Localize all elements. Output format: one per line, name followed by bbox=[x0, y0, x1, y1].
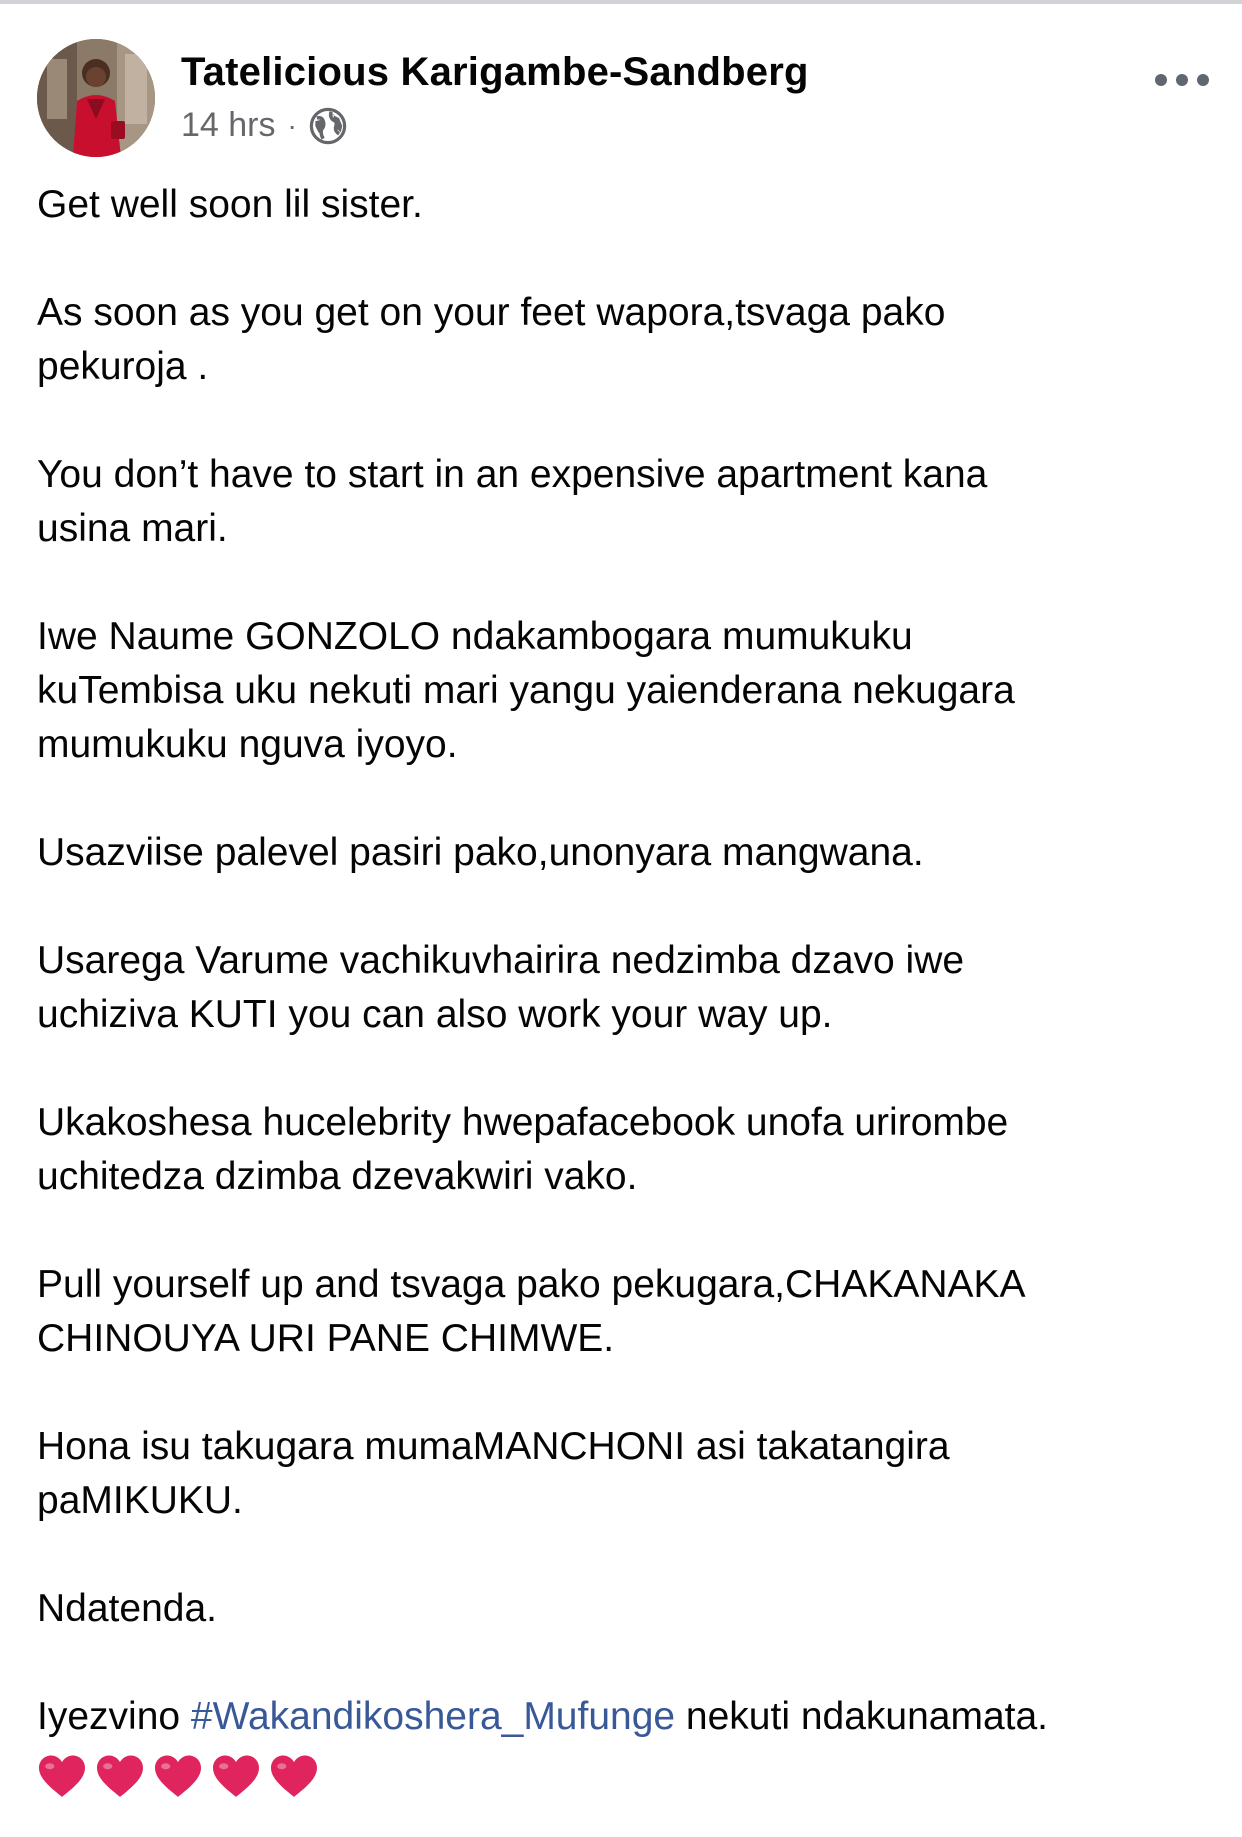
post-body bbox=[37, 178, 1212, 1804]
post-paragraph: Hona isu takugara mumaMANCHONI asi takatangira paMIKUKU. bbox=[37, 1425, 950, 1522]
heart-emoji-row bbox=[37, 1750, 1212, 1804]
post-paragraph: As soon as you get on your feet wapora,tsvaga pako pekuroja . bbox=[37, 291, 946, 388]
more-dot bbox=[1155, 74, 1167, 86]
post-paragraph: Pull yourself up and tsvaga pako pekugara,CHAKANAKA CHINOUYA URI PANE CHIMWE. bbox=[37, 1263, 1026, 1360]
post-final-line bbox=[37, 1690, 1212, 1744]
post-timestamp[interactable]: 14 hrs bbox=[181, 106, 276, 144]
avatar-image bbox=[37, 39, 155, 157]
author-name[interactable]: Tatelicious Karigambe-Sandberg bbox=[181, 50, 809, 94]
post-paragraph: Usarega Varume vachikuvhairira nedzimba dzavo iwe uchiziva KUTI you can also work your way up. bbox=[37, 939, 965, 1036]
red-heart-icon bbox=[269, 1754, 319, 1800]
red-heart-icon bbox=[211, 1754, 261, 1800]
post-paragraph: Ndatenda. bbox=[37, 1587, 217, 1630]
post-paragraph: Iwe Naume GONZOLO ndakambogara mumukuku kuTembisa uku nekuti mari yangu yaienderana nekugara mumukuku nguva iyoyo. bbox=[37, 615, 1015, 766]
red-heart-icon bbox=[153, 1754, 203, 1800]
red-heart-icon bbox=[37, 1754, 87, 1800]
meta-separator: · bbox=[287, 109, 297, 141]
final-line-suffix: nekuti ndakunamata. bbox=[675, 1695, 1049, 1738]
post-paragraph: Ukakoshesa hucelebrity hwepafacebook unofa urirombe uchitedza dzimba dzevakwiri vako. bbox=[37, 1101, 1009, 1198]
globe-icon[interactable] bbox=[309, 107, 347, 145]
more-dot bbox=[1197, 74, 1209, 86]
post-header bbox=[0, 38, 1242, 168]
more-options-icon[interactable] bbox=[1155, 68, 1209, 92]
final-line-prefix: Iyezvino bbox=[37, 1695, 191, 1738]
hashtag-link[interactable]: #Wakandikoshera_Mufunge bbox=[190, 1695, 676, 1738]
post-paragraph: You don’t have to start in an expensive apartment kana usina mari. bbox=[37, 453, 988, 550]
post-meta bbox=[181, 106, 347, 145]
post-paragraph: Get well soon lil sister. bbox=[37, 183, 423, 226]
red-heart-icon bbox=[95, 1754, 145, 1800]
more-dot bbox=[1176, 74, 1188, 86]
top-border bbox=[0, 0, 1242, 4]
post-paragraph: Usazviise palevel pasiri pako,unonyara mangwana. bbox=[37, 831, 924, 874]
author-avatar[interactable] bbox=[37, 39, 155, 157]
